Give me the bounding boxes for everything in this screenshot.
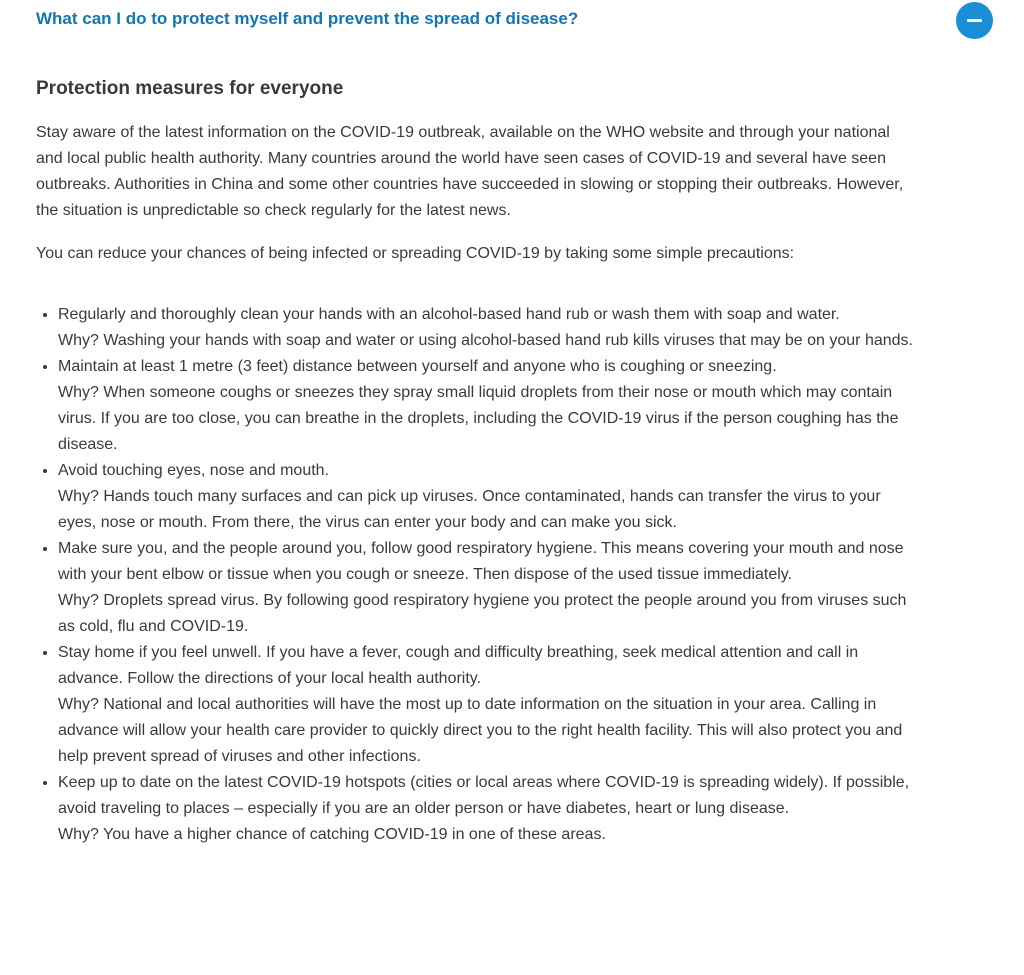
list-item (58, 302, 916, 354)
list-item (58, 536, 916, 640)
precaution-text: • Keep up to date on the latest COVID-19 hotspots (cities or local areas where COVID-19 is spreading widely). If possible, avoid traveling to places – especially if you are an older person or have diabetes, heart or lung disease. (58, 774, 910, 817)
precaution-why: Why? Washing your hands with soap and water or using alcohol-based hand rub kills viruses that may be on your hands. (58, 332, 913, 349)
section-title: Protection measures for everyone (36, 78, 344, 99)
faq-accordion-header[interactable] (0, 0, 1024, 40)
intro-paragraph: Stay aware of the latest information on the COVID-19 outbreak, available on the WHO website and through your national and local public health authority. Many countries around the world have seen cases of COVID-19 and several have seen outbreaks. Authorities in China and some other countries have succeeded in slowing or stopping their outbreaks. However, the situation is unpredictable so check regularly for the latest news. (36, 124, 904, 219)
precautions-list (36, 302, 916, 848)
list-item (58, 640, 916, 770)
precaution-text: • Avoid touching eyes, nose and mouth. (58, 462, 329, 479)
precaution-text: • Maintain at least 1 metre (3 feet) distance between yourself and anyone who is coughing or sneezing. (58, 358, 777, 375)
list-item (58, 354, 916, 458)
precaution-text: • Stay home if you feel unwell. If you have a fever, cough and difficulty breathing, seek medical attention and call in advance. Follow the directions of your local health authority. (58, 644, 859, 687)
precaution-why: Why? Droplets spread virus. By following good respiratory hygiene you protect the people around you from viruses such as cold, flu and COVID-19. (58, 592, 907, 635)
list-item (58, 770, 916, 848)
precautions-lead: You can reduce your chances of being infected or spreading COVID-19 by taking some simple precautions: (36, 245, 795, 262)
list-item (58, 458, 916, 536)
precaution-why: Why? When someone coughs or sneezes they spray small liquid droplets from their nose or mouth which may contain virus. If you are too close, you can breathe in the droplets, including the COVID-19 virus if the person coughing has the disease. (58, 384, 899, 453)
precaution-text: • Make sure you, and the people around you, follow good respiratory hygiene. This means covering your mouth and nose with your bent elbow or tissue when you cough or sneeze. Then dispose of the used tissue immediately. (58, 540, 904, 583)
precaution-text: • Regularly and thoroughly clean your hands with an alcohol-based hand rub or wash them with soap and water. (58, 306, 840, 323)
minus-icon (967, 19, 982, 22)
collapse-toggle-button[interactable] (956, 2, 993, 39)
precaution-why: Why? National and local authorities will have the most up to date information on the situation in your area. Calling in advance will allow your health care provider to quickly direct you to the right health facility. This will also protect you and help prevent spread of viruses and other infections. (58, 696, 903, 765)
faq-answer-content (36, 120, 916, 848)
precaution-why: Why? You have a higher chance of catching COVID-19 in one of these areas. (58, 826, 606, 843)
precaution-why: Why? Hands touch many surfaces and can pick up viruses. Once contaminated, hands can transfer the virus to your eyes, nose or mouth. From there, the virus can enter your body and can make you sick. (58, 488, 881, 531)
faq-question[interactable]: What can I do to protect myself and prevent the spread of disease? (36, 9, 579, 28)
